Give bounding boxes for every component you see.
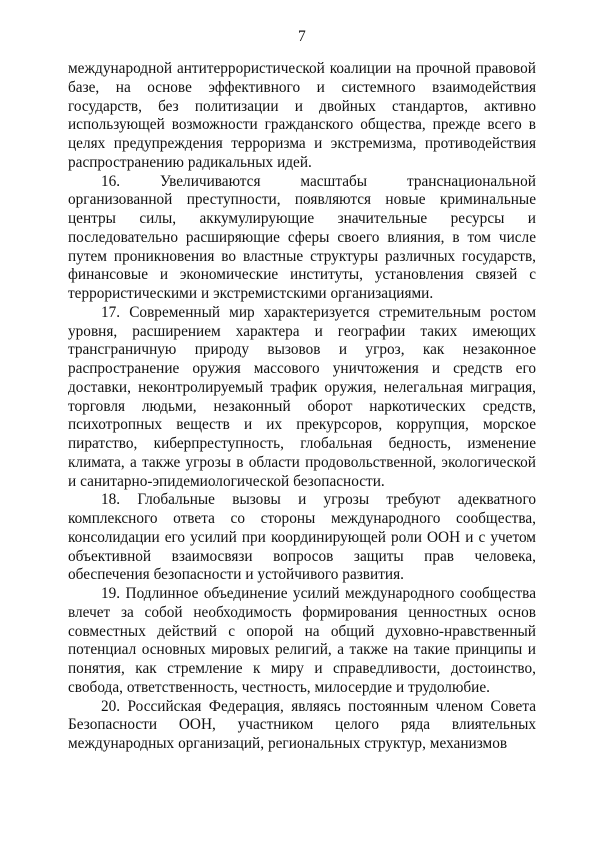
paragraph-17: 17. Современный мир характеризуется стремительным ростом уровня, расширением характера и географии таких имеющих трансграничную природу вызовов и угроз, как незаконное распространение оружия массового уничтожения и средств его доставки, неконтролируемый трафик оружия, нелегальная миграция, торговля людьми, незаконный оборот наркотических средств, психотропных веществ и их прекурсоров, коррупция, морское пиратство, киберпреступность, глобальная бедность, изменение климата, а также угрозы в области продовольственной, экологической и санитарно-эпидемиологической безопасности. xyxy=(68,303,536,490)
paragraph-18: 18. Глобальные вызовы и угрозы требуют адекватного комплексного ответа со стороны международного сообщества, консолидации его усилий при координирующей роли ООН и с учетом объективной взаимосвязи вопросов защиты прав человека, обеспечения безопасности и устойчивого развития. xyxy=(68,491,536,584)
page-number: 7 xyxy=(298,28,306,45)
paragraph-20: 20. Российская Федерация, являясь постоянным членом Совета Безопасности ООН, участником целого ряда влиятельных международных организаций, региональных структур, механизмов xyxy=(68,697,536,752)
paragraph-19: 19. Подлинное объединение усилий международного сообщества влечет за собой необходимость формирования ценностных основ совместных действий с опорой на общий духовно-нравственный потенциал основных мировых религий, а также на такие принципы и понятия, как стремление к миру и справедливости, достоинство, свобода, ответственность, честность, милосердие и трудолюбие. xyxy=(68,585,536,696)
paragraph-continued: международной антитеррористической коалиции на прочной правовой базе, на основе эффективного и системного взаимодействия государств, без политизации и двойных стандартов, активно использующей возможности гражданского общества, прежде всего в целях предупреждения терроризма и экстремизма, противодействия распространению радикальных идей. xyxy=(68,60,536,171)
body-text-column xyxy=(68,60,536,754)
paragraph-16: 16. Увеличиваются масштабы транснациональной организованной преступности, появляются новые криминальные центры силы, аккумулирующие значительные ресурсы и последовательно расширяющие сферы своего влияния, в том числе путем проникновения во властные структуры различных государств, финансовые и экономические институты, установления связей с террористическими и экстремистскими организациями. xyxy=(68,172,536,302)
